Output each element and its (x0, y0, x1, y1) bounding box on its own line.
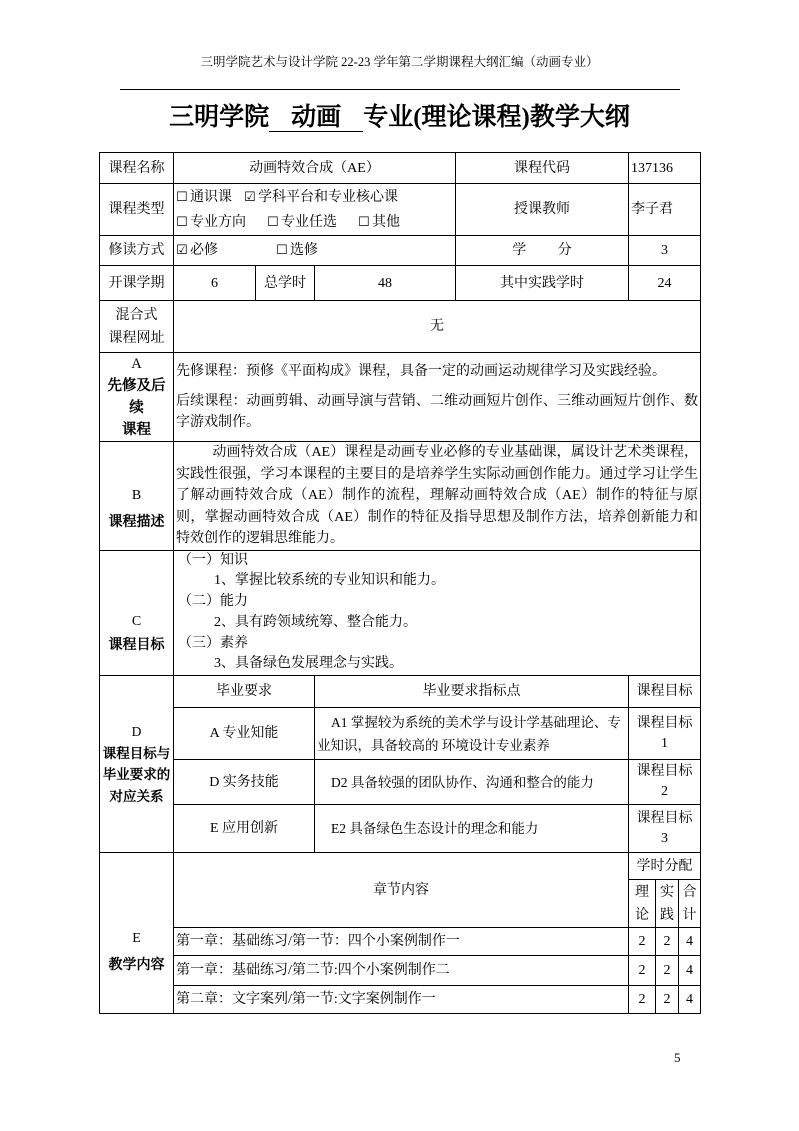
objective-group-heading: （一）知识 (178, 552, 248, 568)
objective-cell (629, 708, 701, 760)
course-type-option (176, 185, 244, 210)
teacher-label: 授课教师 (456, 184, 629, 236)
row-semester (100, 266, 701, 301)
practice-hours-value: 24 (629, 266, 701, 301)
section-d-heading-line: 毕业要求的 (102, 767, 171, 783)
course-code-label: 课程代码 (456, 153, 629, 184)
requirement-cell: D 实务技能 (174, 760, 315, 805)
row-course-url (100, 301, 701, 353)
page-number: 5 (674, 1050, 681, 1065)
checkbox-icon: ☐ (176, 214, 188, 230)
practice-hours: 2 (656, 956, 679, 986)
section-b-heading: 课程描述 (108, 514, 165, 530)
checkbox-icon: ☐ (176, 189, 188, 205)
section-a-label (100, 353, 174, 442)
requirement-cell: E 应用创新 (174, 805, 315, 853)
course-type-option-label: 学科平台和专业核心课 (258, 189, 398, 205)
theory-hours: 2 (629, 928, 656, 956)
section-c-heading: 课程目标 (108, 638, 165, 654)
checkbox-icon: ☑ (244, 189, 256, 205)
section-c-label (100, 550, 174, 676)
objective-cell (629, 805, 701, 853)
objective-label: 课程目标 (636, 764, 693, 780)
section-a-content (174, 353, 701, 442)
course-name-value: 动画特效合成（AE） (174, 153, 456, 184)
row-study-mode (100, 236, 701, 266)
document-title (0, 101, 799, 135)
practice-hours: 2 (656, 928, 679, 956)
column-header-practice: 实践 (656, 880, 679, 928)
row-section-b (100, 442, 701, 551)
total-hours-value: 48 (315, 266, 456, 301)
objective-label: 课程目标 (636, 715, 693, 731)
study-mode-options (174, 236, 456, 266)
objective-number: 1 (661, 735, 669, 751)
column-header-content: 章节内容 (174, 853, 629, 928)
table-row (100, 928, 701, 956)
course-type-label: 课程类型 (100, 184, 174, 236)
follow-up-text: 后续课程：动画剪辑、动画导演与营销、二维动画短片创作、三维动画短片创作、数字游戏制作。 (176, 394, 699, 430)
checkbox-icon: ☐ (267, 214, 279, 230)
objective-label: 课程目标 (636, 810, 693, 826)
course-type-option (176, 210, 267, 235)
practice-hours-label: 其中实践学时 (456, 266, 629, 301)
course-type-option (244, 185, 398, 210)
course-description-text: 动画特效合成（AE）课程是动画专业必修的专业基础课，属设计艺术类课程，实践性很强，学习本课程的主要目的是培养学生实际动画创作能力。通过学习让学生了解动画特效合成（AE）制作的流程，理解动画特效合成（AE）制作的特征与原则，掌握动画特效合成（AE）制作的特征及指导思想及制作方法，培养创新能力和特效创作的逻辑思维能力。 (174, 442, 701, 551)
section-a-letter: A (131, 356, 142, 372)
requirement-cell: A 专业知能 (174, 708, 315, 760)
table-row (100, 708, 701, 760)
credit-value: 3 (629, 236, 701, 266)
row-section-d-header (100, 676, 701, 708)
column-header-hours: 学时分配 (629, 853, 701, 880)
checkbox-icon: ☑ (176, 243, 188, 258)
section-d-letter: D (131, 724, 142, 740)
section-d-label (100, 676, 174, 853)
checkbox-icon: ☐ (358, 214, 370, 230)
study-mode-option-label: 选修 (290, 243, 318, 258)
title-prefix: 三明学院 (169, 104, 270, 131)
semester-value: 6 (174, 266, 256, 301)
course-type-option-label: 其他 (372, 214, 400, 230)
course-name-label: 课程名称 (100, 153, 174, 184)
section-d-heading-line: 课程目标与 (102, 745, 171, 761)
section-e-heading: 教学内容 (108, 958, 165, 974)
section-e-letter: E (132, 931, 141, 947)
table-row (100, 956, 701, 986)
column-header-total: 合计 (679, 880, 701, 928)
course-type-option-label: 专业任选 (281, 214, 337, 230)
title-major: 动画 (269, 104, 363, 132)
section-a-heading-line-2: 课程 (122, 422, 151, 438)
running-title: 三明学院艺术与设计学院 22-23 学年第二学期课程大纲汇编（动画专业） (200, 55, 599, 69)
header-rule (120, 89, 680, 90)
column-header-requirement: 毕业要求 (174, 676, 315, 708)
teacher-value: 李子君 (629, 184, 701, 236)
objective-item: 1、掌握比较系统的专业知识和能力。 (214, 573, 445, 589)
objective-number: 2 (661, 784, 669, 800)
study-mode-option-label: 必修 (190, 243, 218, 258)
credit-label-text: 学 分 (512, 243, 572, 258)
course-url-value: 无 (174, 301, 701, 353)
course-type-option (358, 210, 400, 235)
course-type-line-2 (176, 210, 453, 235)
objective-cell (629, 760, 701, 805)
total-hours: 4 (679, 986, 701, 1014)
course-url-label-line-2: 课程网址 (108, 330, 165, 346)
course-code-value: 137136 (629, 153, 701, 184)
chapter-content: 第一章：基础练习/第一节：四个小案例制作一 (174, 928, 629, 956)
title-suffix: 专业(理论课程)教学大纲 (363, 104, 630, 131)
course-type-line-1 (176, 185, 453, 210)
theory-hours: 2 (629, 986, 656, 1014)
section-e-label (100, 853, 174, 1014)
indicator-cell: D2 具备较强的团队协作、沟通和整合的能力 (315, 760, 629, 805)
table-row (100, 805, 701, 853)
course-type-option-label: 通识课 (190, 189, 232, 205)
checkbox-icon: ☐ (276, 243, 288, 258)
chapter-content: 第一章：基础练习/第二节:四个小案例制作二 (174, 956, 629, 986)
course-type-option (267, 210, 358, 235)
study-mode-label: 修读方式 (100, 236, 174, 266)
study-mode-option (176, 240, 276, 261)
semester-label: 开课学期 (100, 266, 174, 301)
column-header-objective: 课程目标 (629, 676, 701, 708)
row-section-a (100, 353, 701, 442)
section-b-label (100, 442, 174, 551)
chapter-content: 第二章：文字案列/第一节:文字案例制作一 (174, 986, 629, 1014)
course-objectives-content (174, 550, 701, 676)
row-course-type (100, 184, 701, 236)
total-hours-label: 总学时 (256, 266, 315, 301)
objective-number: 3 (661, 830, 669, 846)
study-mode-option (276, 240, 318, 261)
objective-group-heading: （二）能力 (178, 594, 248, 610)
table-row (100, 760, 701, 805)
table-row (100, 986, 701, 1014)
prerequisites-text: 先修课程：预修《平面构成》课程，具备一定的动画运动规律学习及实践经验。 (176, 364, 666, 379)
objective-item: 2、具有跨领域统筹、整合能力。 (214, 614, 417, 630)
practice-hours: 2 (656, 986, 679, 1014)
row-section-c (100, 550, 701, 676)
column-header-indicator: 毕业要求指标点 (315, 676, 629, 708)
indicator-cell: A1 掌握较为系统的美术学与设计学基础理论、专业知识，具备较高的 环境设计专业素养 (315, 708, 629, 760)
indicator-cell: E2 具备绿色生态设计的理念和能力 (315, 805, 629, 853)
course-url-label-line-1: 混合式 (115, 307, 158, 323)
section-d-heading-line: 对应关系 (109, 788, 164, 804)
column-header-theory: 理论 (629, 880, 656, 928)
syllabus-table (99, 152, 701, 1014)
section-c-letter: C (131, 614, 142, 630)
total-hours: 4 (679, 956, 701, 986)
objective-group-heading: （三）素养 (178, 635, 248, 651)
section-a-heading-line-1: 先修及后续 (107, 378, 166, 416)
course-url-label (100, 301, 174, 353)
total-hours: 4 (679, 928, 701, 956)
objective-item: 3、具备绿色发展理念与实践。 (214, 656, 403, 672)
course-type-options (174, 184, 456, 236)
row-section-e-header (100, 853, 701, 880)
row-course-name (100, 153, 701, 184)
course-type-option-label: 专业方向 (190, 214, 246, 230)
credit-label (456, 236, 629, 266)
theory-hours: 2 (629, 956, 656, 986)
section-b-letter: B (131, 487, 142, 503)
